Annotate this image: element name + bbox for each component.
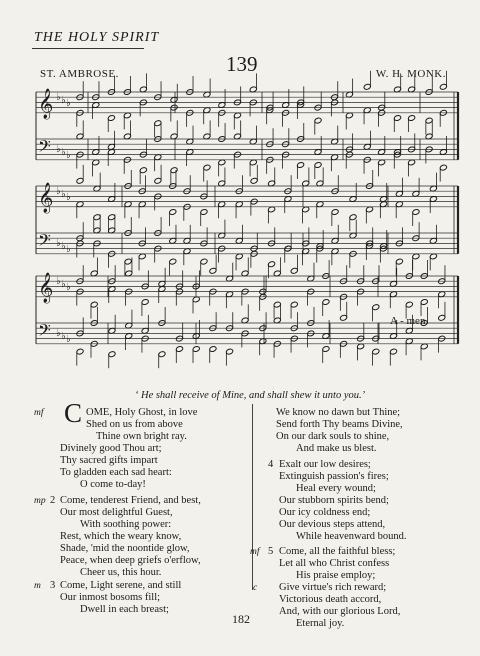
flat-sign: ♭ [61,189,66,200]
flat-sign: ♭ [66,150,71,161]
hymn-number: 139 [226,52,258,76]
dynamic-mark: m [34,581,41,591]
verse-line: Eternal joy. [296,618,345,629]
verse-number: 5 [268,546,274,557]
flat-sign: ♭ [61,331,66,342]
verse-line: Our icy coldness end; [279,507,371,518]
flat-sign: ♭ [56,92,61,103]
treble-clef: 𝄞 [38,273,54,303]
verse-line: While heavenward bound. [296,531,407,542]
verse-number: 2 [50,495,56,506]
verse-line: Come, tenderest Friend, and best, [60,495,201,506]
verse-line: Heal every wound; [296,483,376,494]
flat-sign: ♭ [61,241,66,252]
flat-sign: ♭ [66,334,71,345]
verse-line: And make us blest. [296,443,377,454]
verse-line: Rest, which the weary know, [60,531,182,542]
verse-line: On our dark souls to shine, [276,431,390,442]
verse-number: 3 [50,580,56,591]
verse-line: Our inmost bosoms fill; [60,592,161,603]
verse-line: O come to-day! [80,479,146,490]
flat-sign: ♭ [56,328,61,339]
drop-cap: C [64,398,83,428]
composer-name: W. H. MONK. [375,68,446,80]
verse-line: Exalt our low desires; [279,459,371,470]
section-title: THE HOLY SPIRIT [34,30,160,45]
flat-sign: ♭ [61,95,66,106]
treble-clef: 𝄞 [38,183,54,213]
verse-line: And, with our glorious Lord, [279,606,401,617]
verse-line: Victorious death accord, [279,594,382,605]
treble-clef: 𝄞 [38,89,54,119]
tune-name: ST. AMBROSE. [40,68,119,80]
flat-sign: ♭ [61,147,66,158]
verse-line: Come, Light serene, and still [60,580,182,591]
flat-sign: ♭ [66,192,71,203]
verse-line: Our devious steps attend, [279,519,386,530]
page-number: 182 [232,612,250,626]
bass-clef: 𝄢 [38,320,51,344]
column-divider [252,404,253,590]
verse-line: Thy sacred gifts impart [60,455,158,466]
flat-sign: ♭ [56,186,61,197]
verse-line: Extinguish passion's fires; [279,471,389,482]
verse-line: Our most delightful Guest, [60,507,173,518]
verse-line: Come, all the faithful bless; [279,546,396,557]
dynamic-mark: mp [34,496,46,506]
epigraph: ‘ He shall receive of Mine, and shall shew it unto you.’ [134,390,366,401]
verse-line: To gladden each sad heart: [60,467,172,478]
bass-clef: 𝄢 [38,230,51,254]
verse-line: Cheer us, this hour. [80,567,162,578]
flat-sign: ♭ [66,282,71,293]
verse-line: Peace, when deep griefs o'erflow, [60,555,201,566]
flat-sign: ♭ [56,144,61,155]
verse-line: Shade, 'mid the noontide glow, [60,543,190,554]
dynamic-mark: mf [250,547,260,557]
verse-line: With soothing power: [80,519,172,530]
flat-sign: ♭ [56,238,61,249]
verse-line: Thine own bright ray. [96,431,187,442]
dynamic-mark: mf [34,408,44,418]
amen-text: A - men. [390,315,429,327]
verse-line: Divinely good Thou art; [60,443,162,454]
flat-sign: ♭ [66,244,71,255]
flat-sign: ♭ [61,279,66,290]
verse-line: Send forth Thy beams Divine, [276,419,403,430]
flat-sign: ♭ [56,276,61,287]
verse-line: His praise employ; [296,570,376,581]
dynamic-mark: c [253,583,258,593]
verse-line: OME, Holy Ghost, in love [86,407,198,418]
verse-line: Dwell in each breast; [80,604,169,615]
bass-clef: 𝄢 [38,136,51,160]
verse-line: Our stubborn spirits bend; [279,495,389,506]
verse-line: Let all who Christ confess [279,558,390,569]
verse-line: Give virtue's rich reward; [279,582,387,593]
verse-line: We know no dawn but Thine; [276,407,401,418]
flat-sign: ♭ [66,98,71,109]
verse-line: Shed on us from above [86,419,183,430]
verse-number: 4 [268,459,274,470]
